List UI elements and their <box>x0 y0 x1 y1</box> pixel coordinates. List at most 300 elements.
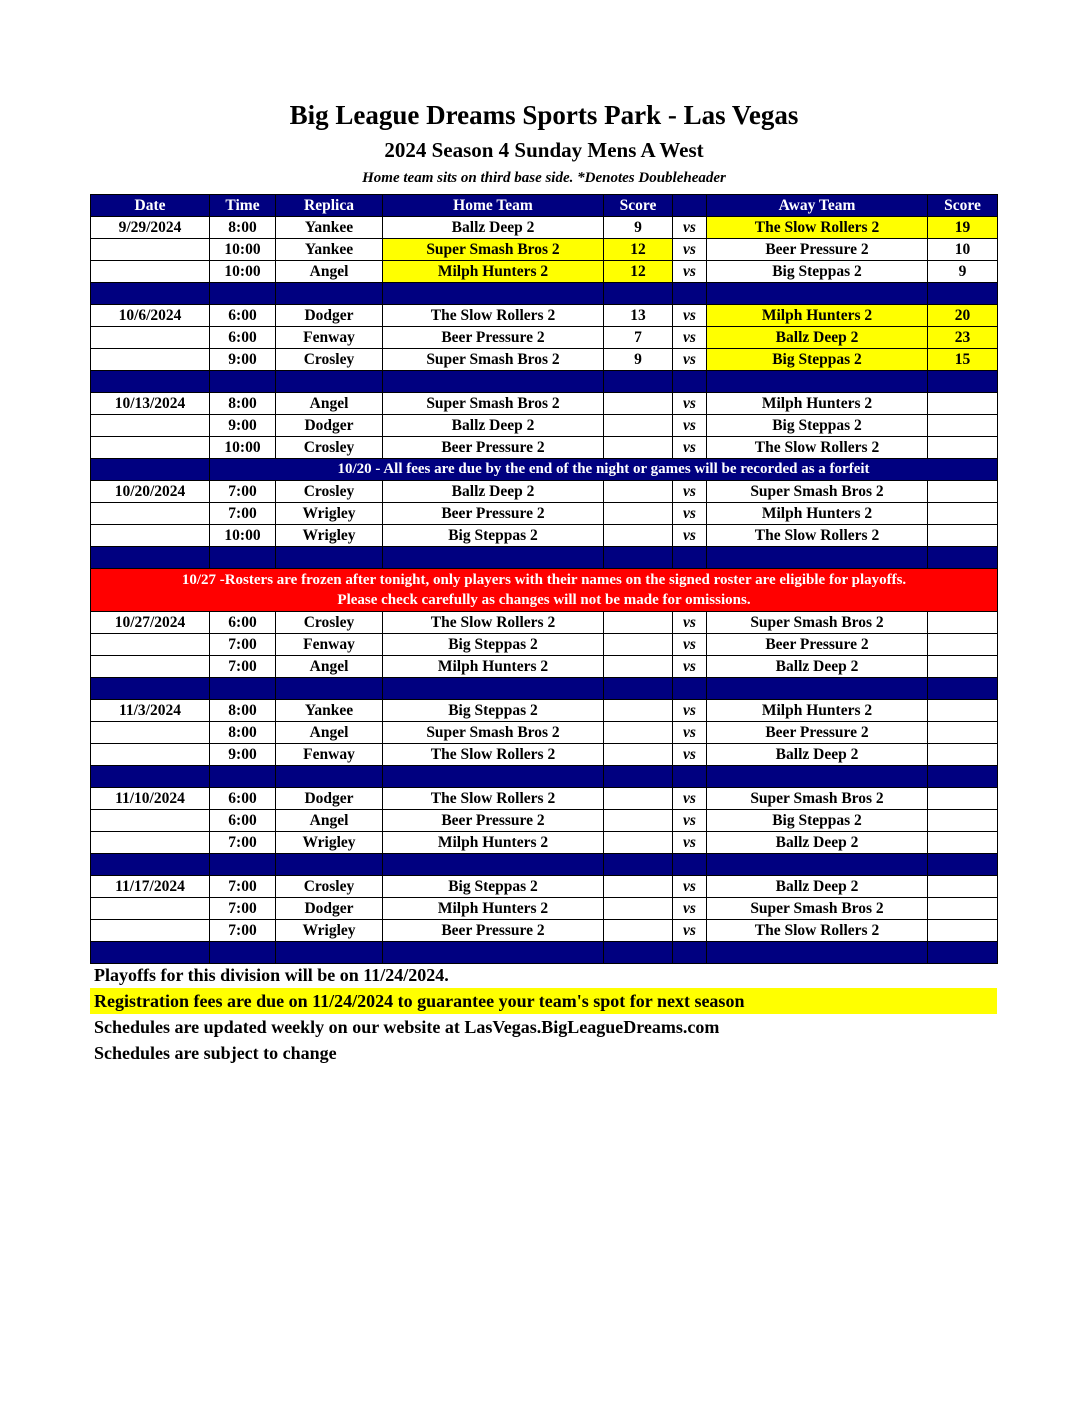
separator-cell <box>604 283 673 305</box>
game-field: Dodger <box>276 898 383 920</box>
game-row <box>91 525 998 547</box>
game-row <box>91 920 998 942</box>
away-team: Ballz Deep 2 <box>707 656 928 678</box>
game-row <box>91 788 998 810</box>
separator-cell <box>604 854 673 876</box>
separator-cell <box>276 678 383 700</box>
home-score <box>604 744 673 766</box>
home-score: 13 <box>604 305 673 327</box>
away-score: 19 <box>928 217 998 239</box>
away-score <box>928 788 998 810</box>
separator-cell <box>276 854 383 876</box>
week-separator-row <box>91 942 998 964</box>
away-team: Big Steppas 2 <box>707 810 928 832</box>
game-row <box>91 437 998 459</box>
home-score <box>604 722 673 744</box>
separator-cell <box>673 854 707 876</box>
vs-label: vs <box>673 217 707 239</box>
away-team: Milph Hunters 2 <box>707 393 928 415</box>
game-row <box>91 481 998 503</box>
separator-cell <box>210 766 276 788</box>
page-subtitle: 2024 Season 4 Sunday Mens A West <box>384 138 704 162</box>
game-time: 9:00 <box>210 349 276 371</box>
vs-label: vs <box>673 305 707 327</box>
vs-label: vs <box>673 415 707 437</box>
game-time: 9:00 <box>210 744 276 766</box>
game-time: 6:00 <box>210 327 276 349</box>
game-time: 7:00 <box>210 832 276 854</box>
game-time: 7:00 <box>210 503 276 525</box>
home-team: Big Steppas 2 <box>383 634 604 656</box>
separator-cell <box>91 854 210 876</box>
game-time: 7:00 <box>210 634 276 656</box>
game-date: 11/3/2024 <box>91 700 210 722</box>
away-score <box>928 393 998 415</box>
game-time: 8:00 <box>210 217 276 239</box>
registration-note: Registration fees are due on 11/24/2024 to guarantee your team's spot for next season <box>90 988 997 1014</box>
separator-cell <box>604 766 673 788</box>
separator-cell <box>91 371 210 393</box>
away-score: 9 <box>928 261 998 283</box>
game-date: 9/29/2024 <box>91 217 210 239</box>
away-team: Beer Pressure 2 <box>707 239 928 261</box>
game-row <box>91 612 998 634</box>
away-score <box>928 810 998 832</box>
separator-cell <box>383 942 604 964</box>
schedule-table <box>90 194 998 964</box>
home-team: The Slow Rollers 2 <box>383 612 604 634</box>
game-date <box>91 503 210 525</box>
separator-cell <box>604 371 673 393</box>
separator-cell <box>928 942 998 964</box>
away-score <box>928 503 998 525</box>
game-row <box>91 415 998 437</box>
vs-label: vs <box>673 437 707 459</box>
home-team: Super Smash Bros 2 <box>383 393 604 415</box>
separator-cell <box>210 371 276 393</box>
col-header-away-team: Away Team <box>707 195 928 217</box>
game-date <box>91 239 210 261</box>
game-field: Fenway <box>276 634 383 656</box>
game-date <box>91 261 210 283</box>
week-separator-row <box>91 854 998 876</box>
game-field: Dodger <box>276 415 383 437</box>
away-score <box>928 612 998 634</box>
separator-cell <box>673 547 707 569</box>
home-score <box>604 656 673 678</box>
col-header-date: Date <box>91 195 210 217</box>
away-team: Milph Hunters 2 <box>707 700 928 722</box>
separator-cell <box>928 766 998 788</box>
week-separator-row <box>91 371 998 393</box>
separator-cell <box>707 547 928 569</box>
game-field: Wrigley <box>276 503 383 525</box>
separator-cell <box>604 942 673 964</box>
away-team: Ballz Deep 2 <box>707 876 928 898</box>
separator-cell <box>276 942 383 964</box>
away-score: 15 <box>928 349 998 371</box>
home-score <box>604 788 673 810</box>
game-field: Crosley <box>276 349 383 371</box>
game-date <box>91 415 210 437</box>
home-team: Super Smash Bros 2 <box>383 239 604 261</box>
home-team: The Slow Rollers 2 <box>383 744 604 766</box>
game-time: 8:00 <box>210 722 276 744</box>
game-time: 10:00 <box>210 525 276 547</box>
separator-cell <box>91 942 210 964</box>
game-row <box>91 239 998 261</box>
home-score <box>604 876 673 898</box>
separator-cell <box>707 942 928 964</box>
home-score: 7 <box>604 327 673 349</box>
game-field: Fenway <box>276 744 383 766</box>
separator-cell <box>210 547 276 569</box>
away-score <box>928 832 998 854</box>
away-team: Super Smash Bros 2 <box>707 898 928 920</box>
home-team: Beer Pressure 2 <box>383 920 604 942</box>
separator-cell <box>673 942 707 964</box>
alert-row <box>91 569 998 612</box>
separator-cell <box>604 678 673 700</box>
home-score <box>604 700 673 722</box>
separator-cell <box>707 766 928 788</box>
game-field: Yankee <box>276 700 383 722</box>
week-separator-row <box>91 283 998 305</box>
game-date <box>91 656 210 678</box>
away-team: Ballz Deep 2 <box>707 744 928 766</box>
website-note: Schedules are updated weekly on our website at LasVegas.BigLeagueDreams.com <box>94 1017 720 1037</box>
away-score <box>928 920 998 942</box>
separator-cell <box>673 766 707 788</box>
col-header-home-score: Score <box>604 195 673 217</box>
game-field: Crosley <box>276 876 383 898</box>
away-score <box>928 437 998 459</box>
separator-cell <box>276 371 383 393</box>
game-date: 11/17/2024 <box>91 876 210 898</box>
vs-label: vs <box>673 920 707 942</box>
vs-label: vs <box>673 634 707 656</box>
away-team: The Slow Rollers 2 <box>707 525 928 547</box>
home-team: Ballz Deep 2 <box>383 217 604 239</box>
home-score: 12 <box>604 261 673 283</box>
away-score <box>928 634 998 656</box>
game-row <box>91 634 998 656</box>
separator-cell <box>673 371 707 393</box>
home-team: Big Steppas 2 <box>383 525 604 547</box>
away-team: Ballz Deep 2 <box>707 832 928 854</box>
game-row <box>91 349 998 371</box>
vs-label: vs <box>673 700 707 722</box>
separator-cell <box>210 678 276 700</box>
col-header-home-team: Home Team <box>383 195 604 217</box>
game-row <box>91 261 998 283</box>
game-row <box>91 700 998 722</box>
week-separator-row <box>91 766 998 788</box>
game-field: Angel <box>276 810 383 832</box>
vs-label: vs <box>673 393 707 415</box>
table-header-row <box>91 195 998 217</box>
game-row <box>91 876 998 898</box>
game-field: Fenway <box>276 327 383 349</box>
vs-label: vs <box>673 656 707 678</box>
game-date <box>91 744 210 766</box>
game-date <box>91 832 210 854</box>
game-date: 10/27/2024 <box>91 612 210 634</box>
game-date <box>91 327 210 349</box>
game-row <box>91 898 998 920</box>
game-row <box>91 217 998 239</box>
separator-cell <box>604 547 673 569</box>
game-time: 6:00 <box>210 810 276 832</box>
game-row <box>91 327 998 349</box>
game-row <box>91 656 998 678</box>
home-score <box>604 393 673 415</box>
game-time: 6:00 <box>210 305 276 327</box>
vs-label: vs <box>673 832 707 854</box>
game-time: 8:00 <box>210 700 276 722</box>
home-score <box>604 634 673 656</box>
game-field: Angel <box>276 722 383 744</box>
game-field: Dodger <box>276 788 383 810</box>
separator-cell <box>276 283 383 305</box>
home-score: 9 <box>604 349 673 371</box>
home-team: The Slow Rollers 2 <box>383 788 604 810</box>
home-team: Milph Hunters 2 <box>383 656 604 678</box>
game-field: Crosley <box>276 481 383 503</box>
away-team: Ballz Deep 2 <box>707 327 928 349</box>
home-score <box>604 503 673 525</box>
away-team: Big Steppas 2 <box>707 349 928 371</box>
away-score <box>928 898 998 920</box>
away-score: 10 <box>928 239 998 261</box>
away-team: Super Smash Bros 2 <box>707 612 928 634</box>
game-time: 7:00 <box>210 898 276 920</box>
game-row <box>91 722 998 744</box>
home-team: Beer Pressure 2 <box>383 437 604 459</box>
separator-cell <box>928 283 998 305</box>
vs-label: vs <box>673 503 707 525</box>
away-score <box>928 481 998 503</box>
col-header-replica: Replica <box>276 195 383 217</box>
game-date <box>91 437 210 459</box>
home-team: Big Steppas 2 <box>383 700 604 722</box>
roster-alert-line2: Please check carefully as changes will not be made for omissions. <box>337 592 751 608</box>
game-time: 10:00 <box>210 239 276 261</box>
game-field: Dodger <box>276 305 383 327</box>
game-date <box>91 349 210 371</box>
home-team: Ballz Deep 2 <box>383 481 604 503</box>
away-score <box>928 744 998 766</box>
game-date: 10/6/2024 <box>91 305 210 327</box>
game-date <box>91 898 210 920</box>
game-time: 7:00 <box>210 920 276 942</box>
away-score <box>928 415 998 437</box>
separator-cell <box>276 766 383 788</box>
away-score <box>928 700 998 722</box>
game-field: Angel <box>276 656 383 678</box>
separator-cell <box>707 283 928 305</box>
home-team: Milph Hunters 2 <box>383 832 604 854</box>
separator-cell <box>383 766 604 788</box>
game-field: Angel <box>276 261 383 283</box>
game-time: 10:00 <box>210 261 276 283</box>
game-field: Angel <box>276 393 383 415</box>
game-date: 10/13/2024 <box>91 393 210 415</box>
game-field: Crosley <box>276 437 383 459</box>
away-score <box>928 876 998 898</box>
separator-cell <box>673 678 707 700</box>
away-score: 23 <box>928 327 998 349</box>
separator-cell <box>91 766 210 788</box>
separator-cell <box>383 283 604 305</box>
schedule-body <box>91 217 998 964</box>
change-note: Schedules are subject to change <box>94 1043 337 1063</box>
vs-label: vs <box>673 327 707 349</box>
game-date <box>91 722 210 744</box>
vs-label: vs <box>673 612 707 634</box>
away-team: Milph Hunters 2 <box>707 305 928 327</box>
separator-cell <box>91 678 210 700</box>
home-score <box>604 415 673 437</box>
home-score <box>604 898 673 920</box>
away-team: Big Steppas 2 <box>707 415 928 437</box>
vs-label: vs <box>673 481 707 503</box>
game-field: Wrigley <box>276 525 383 547</box>
home-score <box>604 525 673 547</box>
separator-cell <box>928 854 998 876</box>
separator-cell <box>91 547 210 569</box>
home-team: Big Steppas 2 <box>383 876 604 898</box>
game-date: 10/20/2024 <box>91 481 210 503</box>
game-row <box>91 832 998 854</box>
game-time: 8:00 <box>210 393 276 415</box>
game-row <box>91 503 998 525</box>
home-score <box>604 437 673 459</box>
away-team: The Slow Rollers 2 <box>707 437 928 459</box>
game-row <box>91 810 998 832</box>
vs-label: vs <box>673 876 707 898</box>
home-team: Beer Pressure 2 <box>383 327 604 349</box>
separator-cell <box>383 547 604 569</box>
vs-label: vs <box>673 239 707 261</box>
game-date <box>91 920 210 942</box>
game-field: Yankee <box>276 239 383 261</box>
home-score <box>604 481 673 503</box>
home-score <box>604 612 673 634</box>
col-header-away-score: Score <box>928 195 998 217</box>
vs-label: vs <box>673 744 707 766</box>
game-time: 9:00 <box>210 415 276 437</box>
vs-label: vs <box>673 525 707 547</box>
notice-row <box>91 459 998 481</box>
separator-cell <box>383 678 604 700</box>
home-team: Milph Hunters 2 <box>383 898 604 920</box>
vs-label: vs <box>673 261 707 283</box>
separator-cell <box>928 371 998 393</box>
away-score <box>928 722 998 744</box>
game-time: 6:00 <box>210 788 276 810</box>
away-team: Beer Pressure 2 <box>707 722 928 744</box>
separator-cell <box>707 678 928 700</box>
away-team: Super Smash Bros 2 <box>707 788 928 810</box>
page-title: Big League Dreams Sports Park - Las Vegas <box>289 100 799 130</box>
week-separator-row <box>91 547 998 569</box>
notice-spacer <box>91 459 210 481</box>
separator-cell <box>928 678 998 700</box>
home-score <box>604 920 673 942</box>
fees-notice: 10/20 - All fees are due by the end of the night or games will be recorded as a forfeit <box>210 459 998 481</box>
game-date <box>91 810 210 832</box>
home-team: Milph Hunters 2 <box>383 261 604 283</box>
away-score: 20 <box>928 305 998 327</box>
separator-cell <box>383 371 604 393</box>
home-team: Super Smash Bros 2 <box>383 722 604 744</box>
vs-label: vs <box>673 722 707 744</box>
game-field: Wrigley <box>276 920 383 942</box>
game-row <box>91 393 998 415</box>
home-score: 9 <box>604 217 673 239</box>
game-field: Crosley <box>276 612 383 634</box>
separator-cell <box>928 547 998 569</box>
away-team: Milph Hunters 2 <box>707 503 928 525</box>
home-team: Beer Pressure 2 <box>383 503 604 525</box>
schedule-note: Home team sits on third base side. *Denotes Doubleheader <box>362 170 726 186</box>
away-score <box>928 656 998 678</box>
roster-alert-line1: 10/27 -Rosters are frozen after tonight, only players with their names on the signed roster are eligible for playoffs. <box>181 572 907 588</box>
away-team: Beer Pressure 2 <box>707 634 928 656</box>
away-team: The Slow Rollers 2 <box>707 217 928 239</box>
game-row <box>91 744 998 766</box>
separator-cell <box>276 547 383 569</box>
separator-cell <box>673 283 707 305</box>
home-score <box>604 810 673 832</box>
game-field: Wrigley <box>276 832 383 854</box>
roster-alert <box>91 569 998 612</box>
game-field: Yankee <box>276 217 383 239</box>
game-time: 6:00 <box>210 612 276 634</box>
game-date <box>91 525 210 547</box>
home-score: 12 <box>604 239 673 261</box>
vs-label: vs <box>673 810 707 832</box>
game-time: 7:00 <box>210 656 276 678</box>
separator-cell <box>707 371 928 393</box>
playoffs-note: Playoffs for this division will be on 11/24/2024. <box>94 965 449 985</box>
away-team: Big Steppas 2 <box>707 261 928 283</box>
vs-label: vs <box>673 349 707 371</box>
separator-cell <box>91 283 210 305</box>
home-team: The Slow Rollers 2 <box>383 305 604 327</box>
col-header-vs <box>673 195 707 217</box>
game-time: 7:00 <box>210 876 276 898</box>
away-team: The Slow Rollers 2 <box>707 920 928 942</box>
game-date <box>91 634 210 656</box>
game-row <box>91 305 998 327</box>
home-team: Ballz Deep 2 <box>383 415 604 437</box>
vs-label: vs <box>673 788 707 810</box>
week-separator-row <box>91 678 998 700</box>
vs-label: vs <box>673 898 707 920</box>
game-time: 10:00 <box>210 437 276 459</box>
separator-cell <box>210 283 276 305</box>
col-header-time: Time <box>210 195 276 217</box>
away-score <box>928 525 998 547</box>
game-time: 7:00 <box>210 481 276 503</box>
separator-cell <box>383 854 604 876</box>
away-team: Super Smash Bros 2 <box>707 481 928 503</box>
home-team: Beer Pressure 2 <box>383 810 604 832</box>
separator-cell <box>210 854 276 876</box>
game-date: 11/10/2024 <box>91 788 210 810</box>
